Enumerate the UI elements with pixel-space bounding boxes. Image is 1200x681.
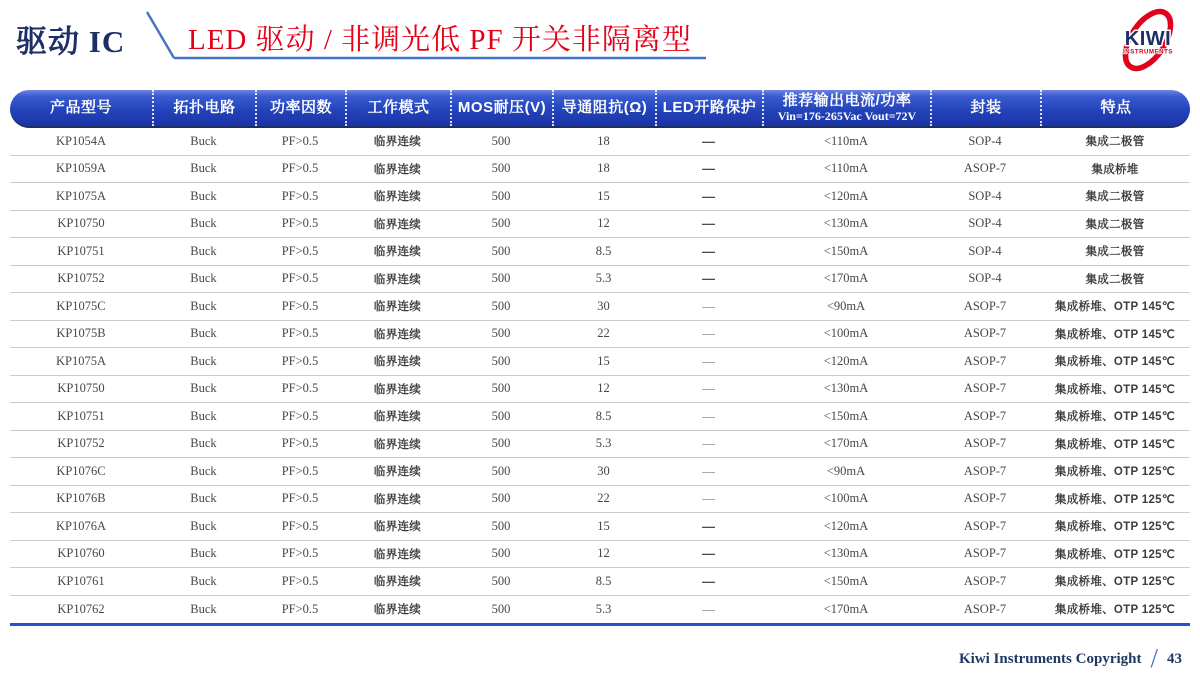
cell-mos_v: 500 [491,243,511,258]
cell-model: KP10750 [57,381,105,396]
cell-r_on: 15 [597,518,610,533]
cell-mode: 临界连续 [373,218,422,231]
cell-package: SOP-4 [968,188,1002,203]
table-row [10,128,1190,156]
table-row [10,211,1190,239]
cell-mode: 临界连续 [373,356,422,369]
cell-mos_v: 500 [491,518,511,533]
cell-mos_v: 500 [491,601,511,616]
cell-r_on: 12 [597,546,610,561]
cell-topology: Buck [190,243,217,258]
cell-output: <130mA [823,381,869,396]
cell-mode: 临界连续 [373,493,422,506]
cell-topology: Buck [190,326,217,341]
cell-output: <170mA [823,436,869,451]
cell-r_on: 15 [597,188,610,203]
column-header-label: 功率因数 [269,98,332,116]
cell-output: <100mA [823,326,869,341]
cell-output: <90mA [826,298,866,313]
column-header-r_on [552,90,655,126]
cell-model: KP1076C [56,463,106,478]
logo-subtext: INSTRUMENTS [1123,49,1173,56]
cell-mode: 临界连续 [373,466,422,479]
column-header-mode [345,90,450,126]
cell-led_open_protect: — [702,546,715,562]
cell-led_open_protect: — [702,573,715,589]
section-title: LED 驱动 / 非调光低 PF 开关非隔离型 [188,24,692,56]
table-row [10,293,1190,321]
cell-features: 集成二极管 [1085,191,1145,204]
cell-model: KP1059A [55,161,106,176]
cell-features: 集成二极管 [1085,218,1145,231]
cell-model: KP10761 [57,573,105,588]
cell-package: ASOP-7 [963,408,1007,423]
cell-topology: Buck [190,518,217,533]
table-row [10,486,1190,514]
cell-model: KP10752 [57,271,105,286]
cell-led_open_protect: — [702,243,715,259]
cell-features: 集成二极管 [1085,136,1145,149]
column-header-output [762,90,930,126]
cell-r_on: 5.3 [595,601,612,616]
cell-topology: Buck [190,436,217,451]
table-row [10,431,1190,459]
table-row [10,568,1190,596]
cell-pf: PF>0.5 [281,271,319,286]
cell-features: 集成桥堆 [1091,163,1139,176]
column-header-label: 导通阻抗(Ω) [561,98,648,116]
column-header-label: MOS耐压(V) [457,98,547,116]
cell-mode: 临界连续 [373,604,422,617]
cell-pf: PF>0.5 [281,546,319,561]
cell-model: KP1075B [56,326,106,341]
cell-r_on: 8.5 [595,408,612,423]
cell-model: KP1075C [56,298,106,313]
cell-features: 集成桥堆、OTP 125℃ [1054,548,1176,561]
cell-model: KP1075A [55,353,106,368]
kiwi-logo [1108,2,1188,78]
cell-topology: Buck [190,573,217,588]
cell-mos_v: 500 [491,381,511,396]
cell-topology: Buck [190,216,217,231]
cell-r_on: 30 [597,298,610,313]
cell-features: 集成桥堆、OTP 125℃ [1054,604,1176,617]
cell-model: KP10750 [57,216,105,231]
slide-footer [958,643,1182,673]
table-row [10,541,1190,569]
cell-r_on: 8.5 [595,573,612,588]
cell-package: SOP-4 [968,216,1002,231]
cell-package: ASOP-7 [963,436,1007,451]
cell-led_open_protect: — [702,491,715,507]
table-row [10,376,1190,404]
cell-pf: PF>0.5 [281,161,319,176]
copyright-text: Kiwi Instruments Copyright [958,651,1142,667]
cell-model: KP10752 [57,436,105,451]
cell-mode: 临界连续 [373,548,422,561]
cell-mos_v: 500 [491,408,511,423]
column-header-pf [255,90,345,126]
cell-package: ASOP-7 [963,601,1007,616]
cell-mos_v: 500 [491,463,511,478]
cell-pf: PF>0.5 [281,353,319,368]
cell-mode: 临界连续 [373,521,422,534]
table-header-row [10,90,1190,128]
cell-mode: 临界连续 [373,328,422,341]
cell-led_open_protect: — [702,408,715,424]
cell-mos_v: 500 [491,436,511,451]
cell-r_on: 22 [597,326,610,341]
cell-features: 集成桥堆、OTP 145℃ [1054,383,1176,396]
cell-topology: Buck [190,491,217,506]
cell-model: KP1076B [56,491,106,506]
cell-topology: Buck [190,463,217,478]
table-body [10,128,1190,626]
cell-output: <150mA [823,243,869,258]
slide-header [0,0,1200,90]
cell-model: KP1054A [55,133,106,148]
cell-pf: PF>0.5 [281,408,319,423]
cell-topology: Buck [190,188,217,203]
cell-led_open_protect: — [702,353,715,369]
cell-mode: 临界连续 [373,246,422,259]
column-header-label: 特点 [1100,98,1132,116]
table-row [10,458,1190,486]
column-header-led_open_protect [655,90,762,126]
cell-features: 集成桥堆、OTP 145℃ [1054,356,1176,369]
cell-output: <170mA [823,601,869,616]
column-header-topology [152,90,255,126]
cell-features: 集成二极管 [1085,273,1145,286]
cell-model: KP10751 [57,243,105,258]
cell-mos_v: 500 [491,353,511,368]
cell-features: 集成桥堆、OTP 125℃ [1054,466,1176,479]
cell-r_on: 18 [597,133,610,148]
cell-package: SOP-4 [968,133,1002,148]
cell-pf: PF>0.5 [281,463,319,478]
cell-r_on: 15 [597,353,610,368]
cell-pf: PF>0.5 [281,243,319,258]
cell-topology: Buck [190,161,217,176]
column-header-mos_v [450,90,552,126]
product-spec-table [10,90,1190,626]
column-header-features [1040,90,1190,126]
cell-mos_v: 500 [491,573,511,588]
cell-mos_v: 500 [491,298,511,313]
cell-pf: PF>0.5 [281,573,319,588]
cell-output: <150mA [823,408,869,423]
footer-slash-divider: / [1150,643,1158,673]
cell-topology: Buck [190,601,217,616]
cell-mos_v: 500 [491,491,511,506]
cell-mode: 临界连续 [373,301,422,314]
cell-features: 集成桥堆、OTP 145℃ [1054,301,1176,314]
cell-mode: 临界连续 [373,576,422,589]
cell-output: <110mA [823,161,869,176]
column-header-label: 拓扑电路 [173,98,236,116]
cell-topology: Buck [190,546,217,561]
cell-mode: 临界连续 [373,411,422,424]
cell-mos_v: 500 [491,326,511,341]
cell-mode: 临界连续 [373,273,422,286]
cell-output: <100mA [823,491,869,506]
cell-pf: PF>0.5 [281,298,319,313]
cell-topology: Buck [190,298,217,313]
cell-pf: PF>0.5 [281,601,319,616]
cell-pf: PF>0.5 [281,518,319,533]
cell-led_open_protect: — [702,518,715,534]
cell-package: ASOP-7 [963,381,1007,396]
cell-mos_v: 500 [491,216,511,231]
cell-led_open_protect: — [702,298,715,314]
cell-features: 集成桥堆、OTP 125℃ [1054,576,1176,589]
cell-mos_v: 500 [491,546,511,561]
cell-mode: 临界连续 [373,383,422,396]
column-header-label: 推荐输出电流/功率 [782,91,912,109]
cell-pf: PF>0.5 [281,326,319,341]
table-row [10,348,1190,376]
cell-package: ASOP-7 [963,353,1007,368]
cell-package: ASOP-7 [963,491,1007,506]
cell-package: ASOP-7 [963,161,1007,176]
column-header-package [930,90,1040,126]
cell-output: <130mA [823,546,869,561]
cell-mode: 临界连续 [373,136,422,149]
cell-pf: PF>0.5 [281,491,319,506]
page-number: 43 [1167,651,1182,667]
cell-topology: Buck [190,353,217,368]
cell-output: <120mA [823,353,869,368]
table-row [10,321,1190,349]
page-title: 驱动 IC [16,24,126,59]
cell-led_open_protect: — [702,601,715,617]
cell-led_open_protect: — [702,271,715,287]
table-row [10,596,1190,624]
cell-led_open_protect: — [702,216,715,232]
table-row [10,156,1190,184]
cell-led_open_protect: — [702,436,715,452]
cell-mos_v: 500 [491,161,511,176]
cell-mos_v: 500 [491,188,511,203]
cell-output: <90mA [826,463,866,478]
cell-output: <120mA [823,188,869,203]
cell-pf: PF>0.5 [281,188,319,203]
cell-pf: PF>0.5 [281,133,319,148]
cell-r_on: 12 [597,216,610,231]
cell-model: KP1076A [55,518,106,533]
column-header-label: 封装 [970,98,1002,116]
cell-model: KP10762 [57,601,105,616]
cell-led_open_protect: — [702,381,715,397]
cell-package: ASOP-7 [963,573,1007,588]
cell-pf: PF>0.5 [281,216,319,231]
cell-output: <130mA [823,216,869,231]
cell-pf: PF>0.5 [281,436,319,451]
cell-mos_v: 500 [491,271,511,286]
cell-topology: Buck [190,271,217,286]
table-row [10,238,1190,266]
cell-led_open_protect: — [702,326,715,342]
cell-package: SOP-4 [968,271,1002,286]
cell-mode: 临界连续 [373,163,422,176]
cell-features: 集成桥堆、OTP 145℃ [1054,328,1176,341]
cell-led_open_protect: — [702,161,715,177]
cell-output: <170mA [823,271,869,286]
cell-led_open_protect: — [702,188,715,204]
cell-r_on: 5.3 [595,271,612,286]
cell-r_on: 22 [597,491,610,506]
table-row [10,403,1190,431]
column-header-model [10,90,152,126]
table-row [10,266,1190,294]
column-header-label: 产品型号 [49,98,112,116]
cell-mode: 临界连续 [373,438,422,451]
cell-model: KP1075A [55,188,106,203]
column-header-label: LED开路保护 [662,98,757,116]
cell-topology: Buck [190,133,217,148]
cell-r_on: 18 [597,161,610,176]
cell-output: <110mA [823,133,869,148]
cell-features: 集成桥堆、OTP 145℃ [1054,411,1176,424]
cell-features: 集成桥堆、OTP 145℃ [1054,438,1176,451]
cell-output: <150mA [823,573,869,588]
cell-mode: 临界连续 [373,191,422,204]
cell-r_on: 5.3 [595,436,612,451]
cell-output: <120mA [823,518,869,533]
table-row [10,183,1190,211]
cell-model: KP10751 [57,408,105,423]
cell-topology: Buck [190,381,217,396]
cell-topology: Buck [190,408,217,423]
column-header-label: 工作模式 [367,98,430,116]
cell-mos_v: 500 [491,133,511,148]
cell-features: 集成二极管 [1085,246,1145,259]
cell-package: ASOP-7 [963,546,1007,561]
cell-features: 集成桥堆、OTP 125℃ [1054,521,1176,534]
cell-package: ASOP-7 [963,463,1007,478]
cell-r_on: 30 [597,463,610,478]
cell-features: 集成桥堆、OTP 125℃ [1054,493,1176,506]
cell-package: ASOP-7 [963,326,1007,341]
logo-text: KIWI [1124,28,1172,50]
cell-led_open_protect: — [702,133,715,149]
cell-r_on: 8.5 [595,243,612,258]
table-row [10,513,1190,541]
cell-r_on: 12 [597,381,610,396]
column-header-sublabel: Vin=176-265Vac Vout=72V [777,108,917,123]
cell-package: SOP-4 [968,243,1002,258]
cell-pf: PF>0.5 [281,381,319,396]
cell-model: KP10760 [57,546,105,561]
cell-led_open_protect: — [702,463,715,479]
cell-package: ASOP-7 [963,518,1007,533]
cell-package: ASOP-7 [963,298,1007,313]
